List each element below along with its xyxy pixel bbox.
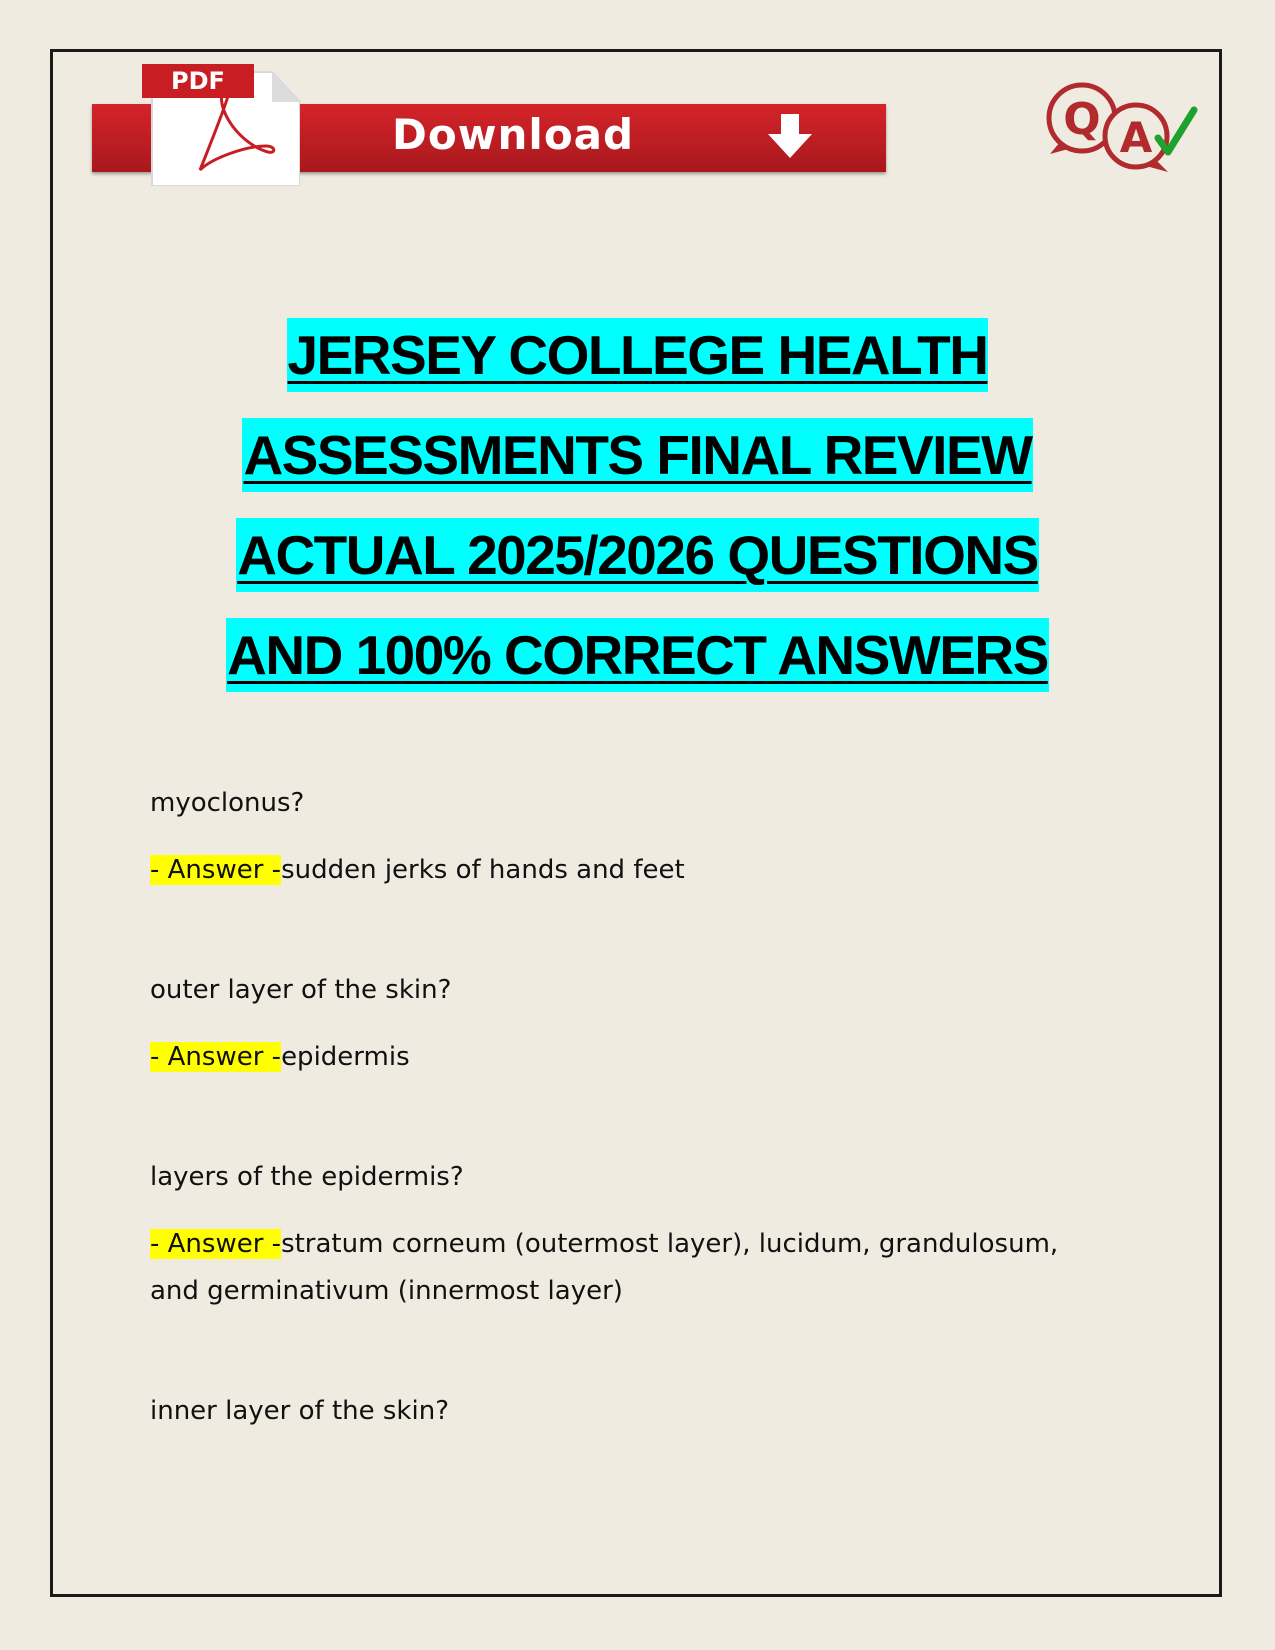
title-line: ACTUAL 2025/2026 QUESTIONS: [236, 518, 1039, 592]
qa-item: [150, 972, 1110, 1081]
title-line: AND 100% CORRECT ANSWERS: [226, 618, 1049, 692]
qa-list: [150, 785, 1110, 1429]
logo-a-letter: A: [1119, 113, 1153, 162]
logo-q-letter: Q: [1063, 94, 1101, 145]
answer-prefix: - Answer -: [150, 855, 282, 885]
qa-item: [150, 1159, 1110, 1315]
answer: [150, 1221, 1110, 1315]
answer-prefix: - Answer -: [150, 1042, 282, 1072]
download-label: Download: [392, 110, 635, 159]
question: myoclonus?: [150, 788, 305, 818]
title-line: JERSEY COLLEGE HEALTH: [287, 318, 989, 392]
document-title: [0, 305, 1275, 705]
title-line: ASSESSMENTS FINAL REVIEW: [242, 418, 1032, 492]
qa-item: [150, 785, 1110, 894]
question: outer layer of the skin?: [150, 975, 452, 1005]
qa-logo: [1040, 80, 1206, 180]
answer: [150, 1034, 1110, 1081]
question: layers of the epidermis?: [150, 1162, 464, 1192]
answer-text: stratum corneum (outermost layer), lucidum, grandulosum, and germinativum (innermost layer): [150, 1229, 1059, 1306]
pdf-label: PDF: [142, 64, 254, 98]
pdf-download-banner[interactable]: [92, 60, 886, 186]
answer-text: epidermis: [281, 1042, 410, 1072]
download-arrow-icon: [762, 114, 818, 162]
answer: [150, 847, 1110, 894]
question: inner layer of the skin?: [150, 1396, 449, 1426]
answer-text: sudden jerks of hands and feet: [281, 855, 685, 885]
answer-prefix: - Answer -: [150, 1229, 282, 1259]
pdf-file-icon: [142, 60, 300, 186]
